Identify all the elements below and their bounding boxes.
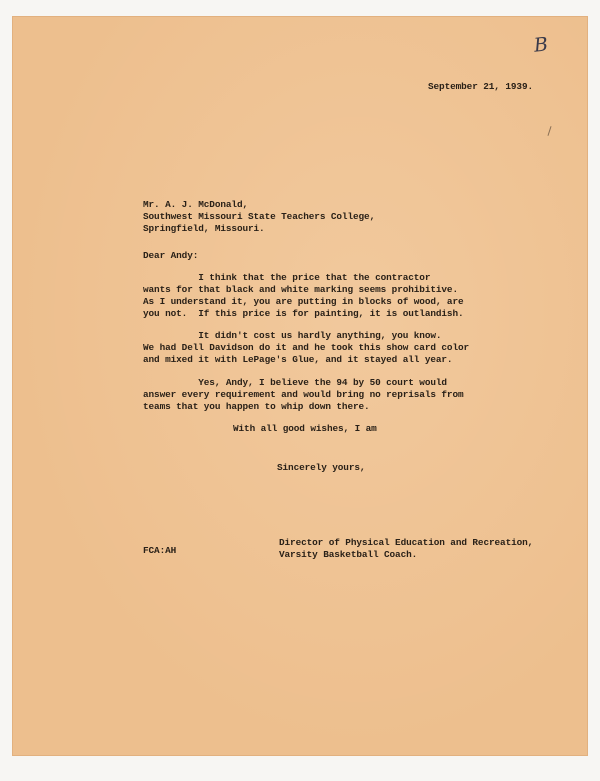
paragraph-3-line-2: answer every requirement and would bring no reprisals from	[143, 389, 464, 400]
signature-title-line-1: Director of Physical Education and Recreation,	[279, 537, 534, 548]
signature-title-line-2: Varsity Basketball Coach.	[279, 549, 418, 560]
paragraph-1-line-2: wants for that black and white marking seems prohibitive.	[143, 284, 458, 295]
recipient-institution: Southwest Missouri State Teachers College,	[143, 211, 376, 222]
paragraph-1-line-3: As I understand it, you are putting in blocks of wood, are	[143, 296, 464, 307]
paragraph-2-line-3: and mixed it with LePage's Glue, and it stayed all year.	[143, 354, 453, 365]
paragraph-3-line-1: Yes, Andy, I believe the 94 by 50 court would	[143, 377, 447, 388]
letter-date: September 21, 1939.	[428, 81, 533, 92]
page-mark-handwritten: B	[532, 33, 550, 57]
closing-line: With all good wishes, I am	[233, 423, 377, 434]
paragraph-1-line-4: you not. If this price is for painting, it is outlandish.	[143, 308, 464, 319]
reference-initials: FCA:AH	[143, 545, 177, 556]
salutation: Dear Andy:	[143, 250, 199, 261]
recipient-location: Springfield, Missouri.	[143, 223, 265, 234]
paragraph-1-line-1: I think that the price that the contractor	[143, 272, 431, 283]
paragraph-3-line-3: teams that you happen to whip down there.	[143, 401, 370, 412]
complimentary-close: Sincerely yours,	[277, 462, 366, 473]
recipient-name: Mr. A. J. McDonald,	[143, 199, 248, 210]
paragraph-2-line-1: It didn't cost us hardly anything, you know.	[143, 330, 442, 341]
paragraph-2-line-2: We had Dell Davidson do it and he took this show card color	[143, 342, 470, 353]
